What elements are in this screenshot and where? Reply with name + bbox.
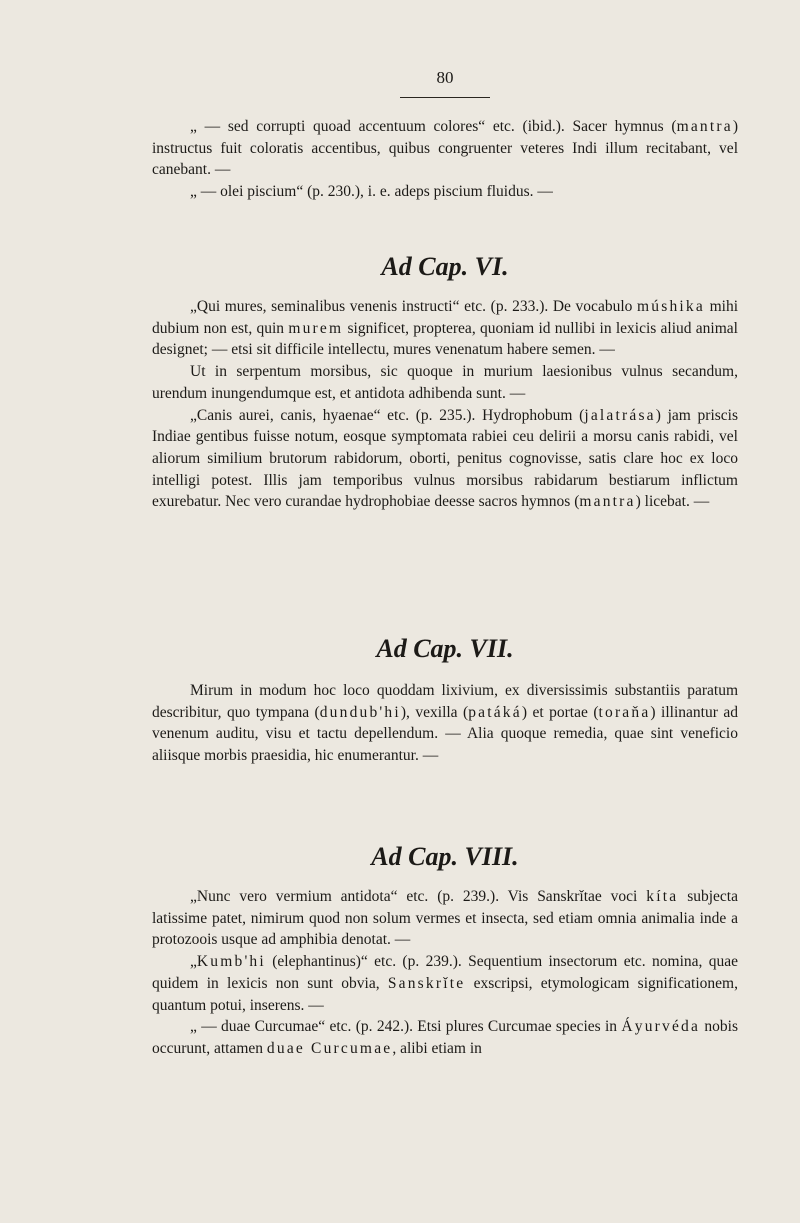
- spaced-term: Áyurvéda: [621, 1018, 701, 1036]
- chapter-heading-viii: Ad Cap. VIII.: [371, 842, 519, 871]
- spaced-term: jalatrása: [584, 406, 656, 424]
- paragraph: „ — duae Curcumae“ etc. (p. 242.). Etsi plures Curcumae species in Áyurvéda nobis occurunt, attamen duae Curcumae, alibi etiam in: [152, 1018, 738, 1057]
- text-block-cap-vii: [152, 680, 738, 767]
- text-block-cap-vi: [152, 296, 738, 513]
- paragraph: „Nunc vero vermium antidota“ etc. (p. 239.). Vis Sanskrǐtae voci kíta subjecta latissime patet, nimirum quod non solum vermes et insecta, sed etiam omnia animalia inde a protozoois usque ad amphibia denotat. —: [152, 888, 738, 949]
- spaced-term: toraňa: [598, 703, 651, 721]
- spaced-term: Kumb'hi: [196, 953, 266, 971]
- chapter-heading-vii: Ad Cap. VII.: [376, 634, 514, 663]
- paragraph: Mirum in modum hoc loco quoddam lixivium, ex diversissimis substantiis paratum describitur, quo tympana (dundub'hi), vexilla (patáká) et portae (toraňa) illinantur ad venenum auditu, visu et tactu depellendum. — Alia quoque remedia, quae sint veneficio aliisque morbis praesidia, hic enumerantur. —: [152, 682, 738, 765]
- spaced-term: patáká: [468, 703, 522, 721]
- spaced-term: duae Curcumae: [266, 1039, 393, 1057]
- spaced-term: mantra: [676, 118, 733, 135]
- chapter-heading-vi: Ad Cap. VI.: [381, 252, 509, 281]
- spaced-term: dundub'hi: [319, 703, 401, 721]
- paragraph: „ — sed corrupti quoad accentuum colores“ etc. (ibid.). Sacer hymnus (mantra) instructus fuit coloratis accentibus, quibus congruenter veteres Indi illum recitabant, vel canebant. —: [152, 118, 738, 179]
- paragraph: „Qui mures, seminalibus venenis instructi“ etc. (p. 233.). De vocabulo múshika mihi dubium non est, quin murem significet, propterea, quoniam id nullibi in lexicis aliud animal designet; — etsi sit difficile intellectu, mures venenatum habere semen. —: [152, 298, 738, 359]
- spaced-term: kíta: [646, 888, 679, 905]
- paragraph: Ut in serpentum morsibus, sic quoque in murium laesionibus vulnus secandum, urendum inungendumque est, et antidota adhibenda sunt. —: [152, 363, 738, 402]
- spaced-term: Sanskrǐte: [387, 974, 466, 992]
- page-number: 80: [436, 68, 454, 87]
- text-block-intro: [152, 116, 738, 203]
- paragraph: „ — olei piscium“ (p. 230.), i. e. adeps piscium fluidus. —: [190, 183, 553, 201]
- spaced-term: múshika: [637, 298, 705, 315]
- header-rule: [400, 97, 490, 98]
- paragraph: „Canis aurei, canis, hyaenae“ etc. (p. 235.). Hydrophobum (jalatrása) jam priscis Indiae gentibus fuisse notum, eosque symptomata rabiei ceu delirii a morsu canis rabidi, vel aliorum similium brutorum rabidorum, oborti, penitus cognovisse, satis clare hoc ex loco intelligi potest. Illis jam temporibus vulnus morsibus rabidarum bestiarum inflictum exurebatur. Nec vero curandae hydrophobiae deesse sacros hymnos (mantra) licebat. —: [152, 406, 739, 511]
- spaced-term: murem: [288, 319, 344, 337]
- text-block-cap-viii: [152, 886, 738, 1060]
- spaced-term: mantra: [579, 493, 636, 511]
- paragraph: „Kumb'hi (elephantinus)“ etc. (p. 239.). Sequentium insectorum etc. nomina, quae quidem in lexicis non sunt obvia, Sanskrǐte exscripsi, etymologicam significationem, quantum potui, inserens. —: [152, 953, 738, 1014]
